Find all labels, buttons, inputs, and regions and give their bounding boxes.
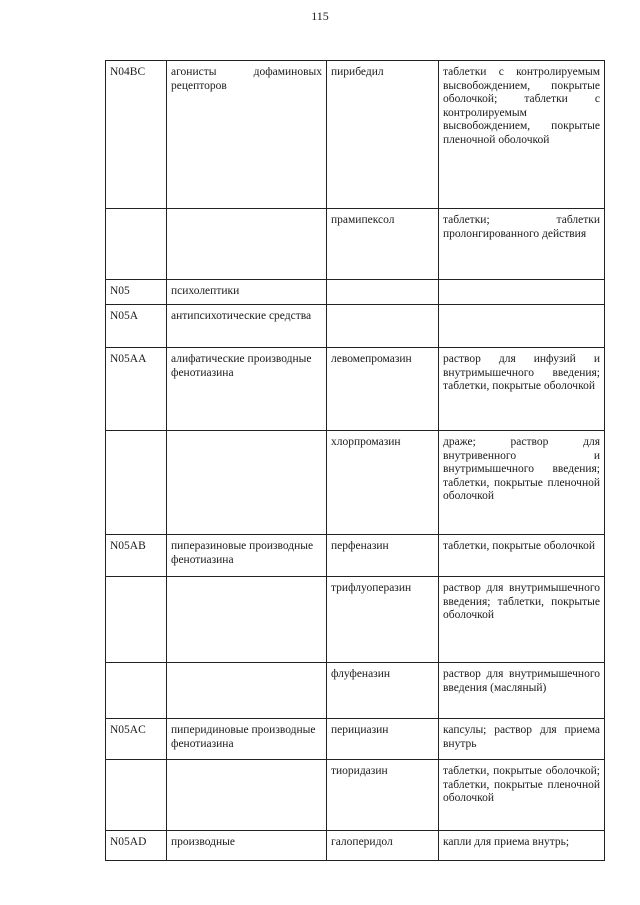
group-cell: психолептики xyxy=(167,280,327,305)
atc-code-cell xyxy=(106,431,167,535)
table-row xyxy=(106,348,605,431)
drug-cell: перфеназин xyxy=(327,535,439,577)
group-cell xyxy=(167,577,327,663)
group-cell xyxy=(167,663,327,719)
drug-cell: левомепромазин xyxy=(327,348,439,431)
dosage-form-cell: таблетки, покрытые оболочкой xyxy=(439,535,605,577)
table-row xyxy=(106,577,605,663)
drug-cell: галоперидол xyxy=(327,831,439,861)
group-cell xyxy=(167,431,327,535)
table-row xyxy=(106,61,605,209)
drug-cell: тиоридазин xyxy=(327,760,439,831)
table-row xyxy=(106,831,605,861)
drug-classification-table xyxy=(105,60,605,861)
table-row xyxy=(106,760,605,831)
table-row xyxy=(106,305,605,348)
atc-code-cell: N04BC xyxy=(106,61,167,209)
drug-cell: хлорпромазин xyxy=(327,431,439,535)
group-cell: пиперазиновые производные фенотиазина xyxy=(167,535,327,577)
atc-code-cell: N05A xyxy=(106,305,167,348)
drug-cell xyxy=(327,305,439,348)
dosage-form-cell: раствор для внутримышечного введения; таблетки, покрытые оболочкой xyxy=(439,577,605,663)
dosage-form-cell: раствор для внутримышечного введения (масляный) xyxy=(439,663,605,719)
dosage-form-cell: капли для приема внутрь; xyxy=(439,831,605,861)
page-number: 115 xyxy=(311,9,329,23)
dosage-form-cell: таблетки, покрытые оболочкой; таблетки, покрытые пленочной оболочкой xyxy=(439,760,605,831)
drug-cell: перициазин xyxy=(327,719,439,760)
atc-code-cell xyxy=(106,760,167,831)
dosage-form-cell xyxy=(439,305,605,348)
group-cell: алифатические производные фенотиазина xyxy=(167,348,327,431)
atc-code-cell xyxy=(106,209,167,280)
atc-code-cell: N05AD xyxy=(106,831,167,861)
atc-code-cell xyxy=(106,663,167,719)
group-cell: антипсихотические средства xyxy=(167,305,327,348)
drug-cell: пирибедил xyxy=(327,61,439,209)
group-cell: пиперидиновые производные фенотиазина xyxy=(167,719,327,760)
group-cell xyxy=(167,209,327,280)
group-cell: производные xyxy=(167,831,327,861)
table-row xyxy=(106,209,605,280)
table-row xyxy=(106,719,605,760)
atc-code-cell: N05 xyxy=(106,280,167,305)
drug-cell xyxy=(327,280,439,305)
dosage-form-cell xyxy=(439,280,605,305)
atc-code-cell: N05AA xyxy=(106,348,167,431)
table-row xyxy=(106,535,605,577)
table-row xyxy=(106,280,605,305)
dosage-form-cell: таблетки с контролируемым высвобождением, покрытые оболочкой; таблетки с контролируемым высвобождением, покрытые пленочной оболочкой xyxy=(439,61,605,209)
atc-code-cell xyxy=(106,577,167,663)
drug-cell: прамипексол xyxy=(327,209,439,280)
dosage-form-cell: раствор для инфузий и внутримышечного введения; таблетки, покрытые оболочкой xyxy=(439,348,605,431)
atc-code-cell: N05AC xyxy=(106,719,167,760)
dosage-form-cell: таблетки; таблетки пролонгированного действия xyxy=(439,209,605,280)
table-row xyxy=(106,663,605,719)
dosage-form-cell: драже; раствор для внутривенного и внутримышечного введения; таблетки, покрытые пленочной оболочкой xyxy=(439,431,605,535)
group-cell xyxy=(167,760,327,831)
drug-cell: флуфеназин xyxy=(327,663,439,719)
atc-code-cell: N05AB xyxy=(106,535,167,577)
dosage-form-cell: капсулы; раствор для приема внутрь xyxy=(439,719,605,760)
table-row xyxy=(106,431,605,535)
drug-cell: трифлуоперазин xyxy=(327,577,439,663)
group-cell: агонисты дофаминовых рецепторов xyxy=(167,61,327,209)
